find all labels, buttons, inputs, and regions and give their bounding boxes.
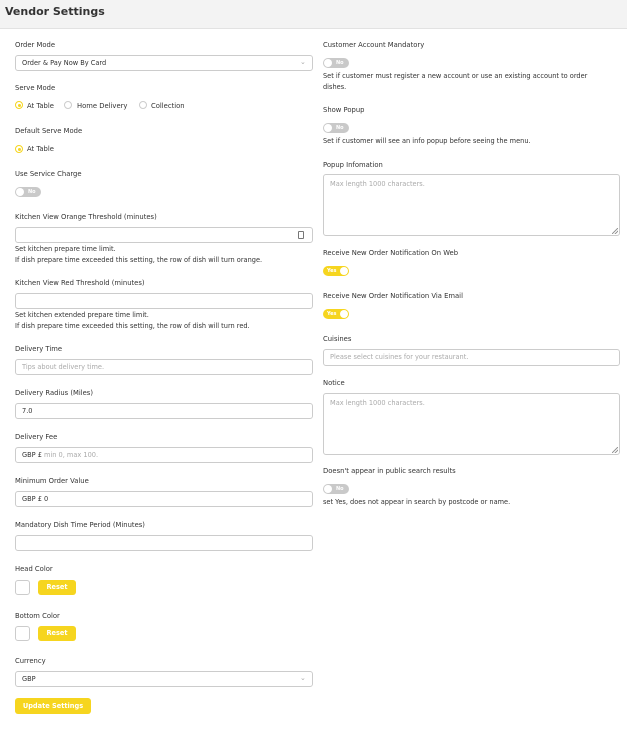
show-popup-help: Set if customer will see an info popup before seeing the menu. [323, 137, 531, 145]
update-settings-button[interactable]: Update Settings [15, 698, 91, 714]
account-mandatory-label: Customer Account Mandatory [323, 41, 425, 49]
calculator-icon [298, 231, 304, 239]
search-hidden-help: set Yes, does not appear in search by postcode or name. [323, 498, 511, 506]
notify-web-label: Receive New Order Notification On Web [323, 249, 459, 257]
head-color-reset-button[interactable]: Reset [38, 580, 76, 595]
delivery-radius-input[interactable] [15, 403, 313, 419]
cuisines-placeholder: Please select cuisines for your restaurant. [330, 353, 469, 361]
serve-mode-radio-at-table[interactable] [15, 101, 23, 109]
currency-label: Currency [15, 657, 46, 665]
kitchen-red-help: Set kitchen extended prepare time limit. [15, 311, 149, 319]
account-mandatory-help: dishes. [323, 83, 347, 91]
kitchen-red-help: If dish prepare time exceeded this setting, the row of dish will turn red. [15, 322, 250, 330]
toggle-text: Yes [327, 311, 337, 317]
notify-email-toggle[interactable] [323, 309, 349, 319]
show-popup-label: Show Popup [323, 106, 365, 114]
delivery-time-placeholder: Tips about delivery time. [22, 363, 105, 371]
kitchen-red-label: Kitchen View Red Threshold (minutes) [15, 279, 145, 287]
show-popup-toggle[interactable] [323, 123, 349, 133]
settings-panel [0, 30, 627, 731]
currency-value: GBP [22, 675, 36, 683]
cuisines-label: Cuisines [323, 335, 352, 343]
popup-info-label: Popup Infomation [323, 161, 383, 169]
chevron-down-icon: ⌄ [300, 58, 306, 66]
kitchen-orange-input[interactable] [15, 227, 313, 243]
min-order-label: Minimum Order Value [15, 477, 89, 485]
toggle-text: Yes [327, 268, 337, 274]
serve-mode-option-label: At Table [27, 102, 54, 110]
default-serve-mode-radio[interactable] [15, 145, 23, 153]
serve-mode-radio-home-delivery[interactable] [64, 101, 72, 109]
delivery-fee-label: Delivery Fee [15, 433, 58, 441]
serve-mode-radio-collection[interactable] [139, 101, 147, 109]
notify-email-label: Receive New Order Notification Via Email [323, 292, 463, 300]
delivery-time-input[interactable] [15, 359, 313, 375]
currency-prefix: GBP £ [22, 451, 42, 459]
account-mandatory-help: Set if customer must register a new account or use an existing account to order [323, 72, 588, 80]
delivery-radius-value: 7.0 [22, 407, 33, 415]
kitchen-orange-help: Set kitchen prepare time limit. [15, 245, 116, 253]
serve-mode-option-label: Home Delivery [77, 102, 128, 110]
cuisines-select[interactable] [323, 349, 620, 366]
search-hidden-toggle[interactable] [323, 484, 349, 494]
order-mode-value: Order & Pay Now By Card [22, 59, 107, 67]
toggle-text: No [336, 486, 344, 492]
service-charge-label: Use Service Charge [15, 170, 82, 178]
delivery-time-label: Delivery Time [15, 345, 63, 353]
resize-handle-icon[interactable] [612, 447, 618, 453]
mandatory-period-input[interactable] [15, 535, 313, 551]
page-title: Vendor Settings [5, 5, 105, 18]
default-serve-mode-option: At Table [27, 145, 54, 153]
notice-label: Notice [323, 379, 345, 387]
mandatory-period-label: Mandatory Dish Time Period (Minutes) [15, 521, 145, 529]
currency-select[interactable] [15, 671, 313, 687]
order-mode-label: Order Mode [15, 41, 55, 49]
toggle-text: No [336, 125, 344, 131]
head-color-label: Head Color [15, 565, 53, 573]
service-charge-toggle[interactable] [15, 187, 41, 197]
notify-web-toggle[interactable] [323, 266, 349, 276]
delivery-fee-placeholder: min 0, max 100. [44, 451, 99, 459]
serve-mode-option-label: Collection [151, 102, 185, 110]
bottom-color-label: Bottom Color [15, 612, 60, 620]
delivery-radius-label: Delivery Radius (Miles) [15, 389, 93, 397]
resize-handle-icon[interactable] [612, 228, 618, 234]
popup-info-placeholder: Max length 1000 characters. [330, 180, 425, 188]
kitchen-red-input[interactable] [15, 293, 313, 309]
head-color-swatch[interactable] [15, 580, 30, 595]
min-order-value: GBP £ 0 [22, 495, 49, 503]
toggle-text: No [28, 189, 36, 195]
default-serve-mode-label: Default Serve Mode [15, 127, 83, 135]
bottom-color-swatch[interactable] [15, 626, 30, 641]
bottom-color-reset-button[interactable]: Reset [38, 626, 76, 641]
notice-textarea[interactable] [323, 393, 620, 455]
page-header [0, 0, 627, 29]
min-order-input[interactable] [15, 491, 313, 507]
notice-placeholder: Max length 1000 characters. [330, 399, 425, 407]
account-mandatory-toggle[interactable] [323, 58, 349, 68]
toggle-text: No [336, 60, 344, 66]
search-hidden-label: Doesn't appear in public search results [323, 467, 456, 475]
order-mode-select[interactable] [15, 55, 313, 71]
popup-info-textarea[interactable] [323, 174, 620, 236]
kitchen-orange-label: Kitchen View Orange Threshold (minutes) [15, 213, 157, 221]
serve-mode-label: Serve Mode [15, 84, 56, 92]
delivery-fee-input[interactable] [15, 447, 313, 463]
chevron-down-icon: ⌄ [300, 674, 306, 682]
kitchen-orange-help: If dish prepare time exceeded this setting, the row of dish will turn orange. [15, 256, 263, 264]
